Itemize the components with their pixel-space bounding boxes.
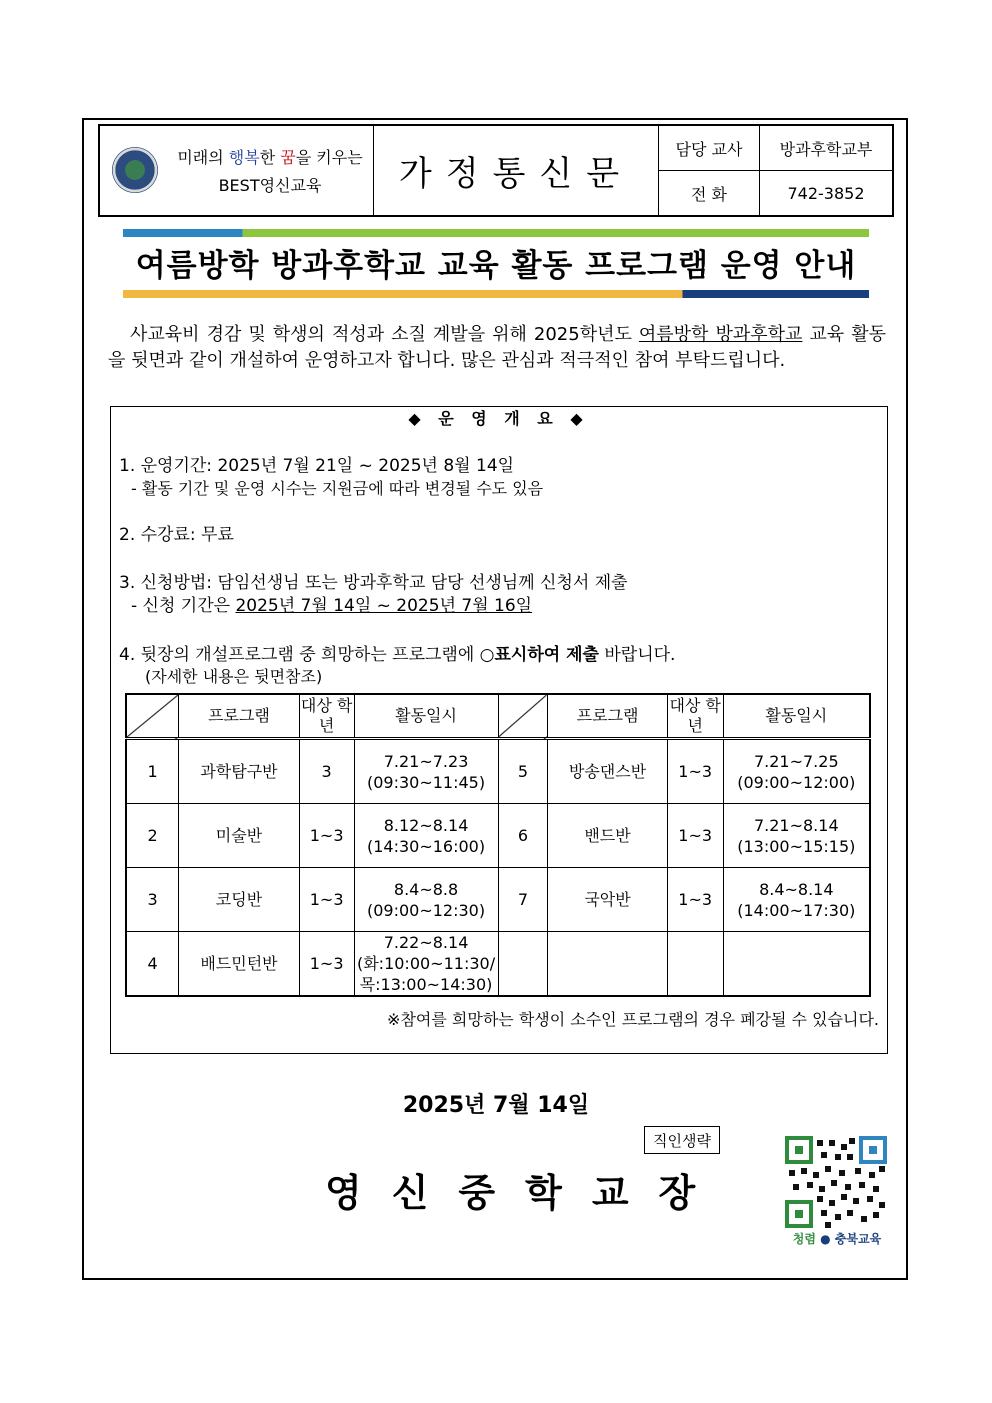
program-grade: 3 — [299, 739, 354, 804]
program-name: 방송댄스반 — [548, 739, 667, 804]
phone-label: 전 화 — [691, 184, 727, 204]
header-labels — [659, 126, 760, 215]
qr-code-icon — [785, 1136, 887, 1228]
diagonal-cell — [126, 694, 179, 739]
overview-item-1-sub: - 활동 기간 및 운영 시수는 지원금에 따라 변경될 수도 있음 — [131, 479, 544, 498]
slogan-happy: 행복 — [228, 148, 260, 167]
program-no: 6 — [498, 804, 548, 868]
col-header-program: 프로그램 — [179, 694, 299, 739]
program-no: 2 — [126, 804, 179, 868]
intro-text: 교육 활동을 뒷면과 같이 개설하여 운영하고자 합니다. 많은 관심과 적극적인 참여 부탁드립니다. — [108, 324, 886, 371]
program-time: 8.4~8.8 (09:00~12:30) — [354, 868, 498, 932]
overview-item-4 — [119, 644, 675, 666]
teacher-label: 담당 교사 — [659, 126, 759, 171]
school-brand — [100, 126, 374, 215]
program-no: 5 — [498, 739, 548, 804]
empty-cell — [723, 932, 870, 997]
table-row — [126, 739, 870, 804]
overview-item-1: 1. 운영기간: 2025년 7월 21일 ~ 2025년 8월 14일 — [119, 456, 515, 476]
application-period: 2025년 7월 14일 ~ 2025년 7월 16일 — [235, 596, 533, 616]
period-prefix: - 신청 기간은 — [131, 596, 236, 616]
overview-item-2: 2. 수강료: 무료 — [119, 525, 234, 545]
program-time: 7.21~7.23 (09:30~11:45) — [354, 739, 498, 804]
overview-box — [110, 406, 888, 1054]
program-name: 밴드반 — [548, 804, 667, 868]
program-no: 1 — [126, 739, 179, 804]
program-name: 국악반 — [548, 868, 667, 932]
phone-value: 742-3852 — [787, 183, 865, 203]
program-grade: 1~3 — [667, 868, 723, 932]
program-time: 8.12~8.14 (14:30~16:00) — [354, 804, 498, 868]
principal-signature: 영신중학교장 — [325, 1171, 726, 1215]
program-no: 7 — [498, 868, 548, 932]
table-row — [126, 868, 870, 932]
diagonal-cell — [498, 694, 548, 739]
school-emblem-icon — [112, 147, 158, 193]
intro-text: 사교육비 경감 및 학생의 적성과 소질 계발을 위해 2025학년도 — [130, 324, 639, 345]
qr-label: 청렴 ● 충북교육 — [792, 1232, 882, 1246]
program-grade: 1~3 — [667, 739, 723, 804]
item4-text: 바랍니다. — [598, 645, 676, 665]
overview-item-3-sub — [131, 596, 532, 616]
empty-cell — [667, 932, 723, 997]
issue-date: 2025년 7월 14일 — [402, 1093, 590, 1118]
teacher-value: 방과후학교부 — [760, 126, 892, 171]
item4-text: 4. 뒷장의 개설프로그램 중 희망하는 프로그램에 ○ — [119, 645, 495, 665]
slogan-text: 을 키우는 — [295, 148, 363, 167]
seal-omitted-label: 직인생략 — [644, 1126, 720, 1154]
col-header-grade: 대상 학년 — [299, 694, 354, 739]
program-grade: 1~3 — [299, 868, 354, 932]
qr-label-b: 충북교육 — [834, 1232, 882, 1246]
overview-heading: ◆ 운 영 개 요 ◆ — [408, 409, 589, 428]
col-header-time: 활동일시 — [723, 694, 870, 739]
col-header-program: 프로그램 — [548, 694, 667, 739]
qr-label-a: 청렴 — [792, 1232, 816, 1246]
title-bar-bottom — [123, 290, 869, 298]
slogan-line2: BEST영신교육 — [218, 176, 322, 195]
slogan-text: 미래의 — [177, 148, 229, 167]
intro-underlined: 여름방학 방과후학교 — [638, 324, 803, 345]
program-time: 7.22~8.14 (화:10:00~11:30/ 목:13:00~14:30) — [354, 932, 498, 997]
program-grade: 1~3 — [667, 804, 723, 868]
empty-cell — [548, 932, 667, 997]
program-name: 과학탐구반 — [179, 739, 299, 804]
program-name: 미술반 — [179, 804, 299, 868]
header-values — [760, 126, 892, 215]
title-bar-top — [123, 229, 869, 237]
overview-item-4-sub: (자세한 내용은 뒷면참조) — [145, 667, 323, 686]
table-row — [126, 804, 870, 868]
program-table — [125, 693, 871, 997]
slogan-dream: 꿈 — [280, 148, 296, 167]
item4-bold: 표시하여 제출 — [494, 645, 599, 665]
col-header-time: 활동일시 — [354, 694, 498, 739]
program-name: 배드민턴반 — [179, 932, 299, 997]
program-no: 3 — [126, 868, 179, 932]
program-no: 4 — [126, 932, 179, 997]
program-time: 7.21~7.25 (09:00~12:00) — [723, 739, 870, 804]
header-table — [98, 124, 894, 217]
table-row — [126, 932, 870, 997]
col-header-grade: 대상 학년 — [667, 694, 723, 739]
program-time: 7.21~8.14 (13:00~15:15) — [723, 804, 870, 868]
intro-paragraph — [108, 322, 886, 374]
program-grade: 1~3 — [299, 932, 354, 997]
program-grade: 1~3 — [299, 804, 354, 868]
page-title: 여름방학 방과후학교 교육 활동 프로그램 운영 안내 — [135, 248, 857, 284]
overview-item-3: 3. 신청방법: 담임선생님 또는 방과후학교 담당 선생님께 신청서 제출 — [119, 573, 628, 593]
program-time: 8.4~8.14 (14:00~17:30) — [723, 868, 870, 932]
program-name: 코딩반 — [179, 868, 299, 932]
school-slogan — [170, 144, 370, 200]
document-type: 가정통신문 — [374, 126, 659, 215]
empty-cell — [498, 932, 548, 997]
slogan-text: 한 — [259, 148, 281, 167]
cancellation-note: ※참여를 희망하는 학생이 소수인 프로그램의 경우 폐강될 수 있습니다. — [387, 1010, 879, 1029]
